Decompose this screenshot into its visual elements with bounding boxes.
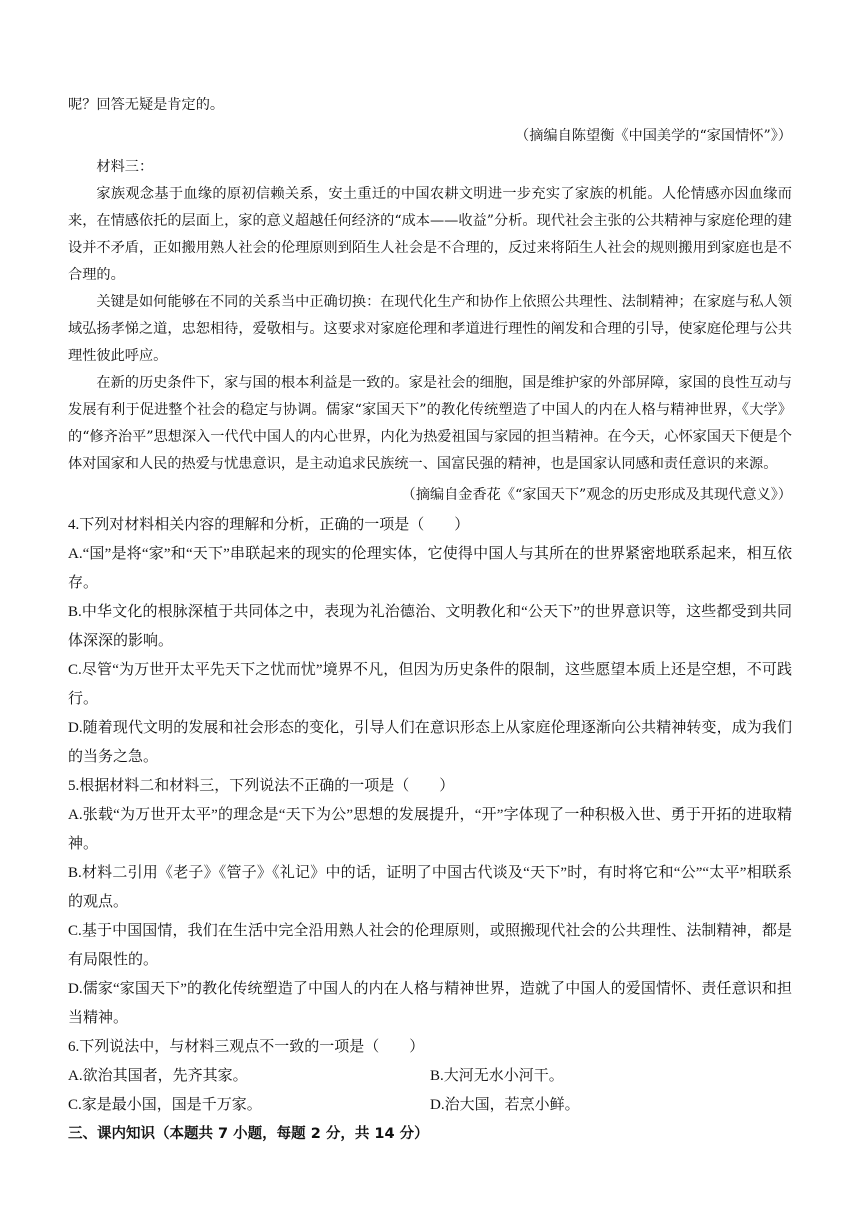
material3-paragraph: 在新的历史条件下，家与国的根本利益是一致的。家是社会的细胞，国是维护家的外部屏障，家国的良性互动与发展有利于促进整个社会的稳定与协调。儒家“家国天下”的教化传统塑造了中国人的内在人格与精神世界，《大学》的“修齐治平”思想深入一代代中国人的内心世界，内化为热爱祖国与家园的担当精神。在今天，心怀家国天下便是个体对国家和人民的热爱与忧患意识，是主动追求民族统一、国富民强的精神，也是国家认同感和责任意识的来源。 [68, 375, 792, 472]
option-a: A.张载“为万世开太平”的理念是“天下为公”思想的发展提升，“开”字体现了一种积极入世、勇于开拓的进取精神。 [68, 807, 792, 852]
option-a: A.欲治其国者，先齐其家。 [68, 1068, 248, 1084]
option-b: B.大河无水小河干。 [430, 1068, 564, 1084]
options-row [68, 1062, 792, 1091]
option-d: D.随着现代文明的发展和社会形态的变化，引导人们在意识形态上从家庭伦理逐渐向公共精神转变，成为我们的当务之急。 [68, 720, 792, 765]
option-a: A.“国”是将“家”和“天下”串联起来的现实的伦理实体，它使得中国人与其所在的世界紧密地联系起来，相互依存。 [68, 546, 792, 591]
material3-source: （摘编自金香花《“家国天下”观念的历史形成及其现代意义》） [401, 487, 792, 503]
question-6 [68, 1033, 792, 1120]
material3-heading: 材料三： [96, 159, 154, 175]
material3-paragraph: 家族观念基于血缘的原初信赖关系，安土重迁的中国农耕文明进一步充实了家族的机能。人伦情感亦因血缘而来，在情感依托的层面上，家的意义超越任何经济的“成本——收益”分析。现代社会主张的公共精神与家庭伦理的建设并不矛盾，正如搬用熟人社会的伦理原则到陌生人社会是不合理的，反过来将陌生人社会的规则搬用到家庭也是不合理的。 [68, 186, 792, 283]
option-b: B.材料二引用《老子》《管子》《礼记》中的话，证明了中国古代谈及“天下”时，有时将它和“公”“太平”相联系的观点。 [68, 865, 792, 910]
material3-paragraph: 关键是如何能够在不同的关系当中正确切换：在现代化生产和协作上依照公共理性、法制精神；在家庭与私人领域弘扬孝悌之道，忠恕相待，爱敬相与。这要求对家庭伦理和孝道进行理性的阐发和合理的引导，使家庭伦理与公共理性彼此呼应。 [68, 294, 792, 364]
option-c: C.基于中国国情，我们在生活中完全沿用熟人社会的伦理原则，或照搬现代社会的公共理性、法制精神，都是有局限性的。 [68, 923, 792, 968]
question-4 [68, 511, 792, 772]
section-heading: 三、课内知识（本题共 7 小题，每题 2 分，共 14 分） [68, 1126, 429, 1142]
question-stem: 4.下列对材料相关内容的理解和分析，正确的一项是（ ） [68, 517, 470, 533]
question-stem: 6.下列说法中，与材料三观点不一致的一项是（ ） [68, 1039, 425, 1055]
option-b: B.中华文化的根脉深植于共同体之中，表现为礼治德治、文明教化和“公天下”的世界意识等，这些都受到共同体深深的影响。 [68, 604, 792, 649]
material2-source: （摘编自陈望衡《中国美学的“家国情怀”》） [515, 128, 792, 144]
question-5 [68, 772, 792, 1033]
material2-tail: 呢？回答无疑是肯定的。 [68, 97, 225, 113]
option-d: D.儒家“家国天下”的教化传统塑造了中国人的内在人格与精神世界，造就了中国人的爱国情怀、责任意识和担当精神。 [68, 981, 792, 1026]
option-c: C.尽管“为万世开太平先天下之忧而忧”境界不凡，但因为历史条件的限制，这些愿望本质上还是空想，不可践行。 [68, 662, 792, 707]
option-d: D.治大国，若烹小鲜。 [430, 1097, 580, 1113]
material3 [68, 154, 792, 509]
options-row [68, 1091, 792, 1120]
option-c: C.家是最小国，国是千万家。 [68, 1097, 262, 1113]
question-stem: 5.根据材料二和材料三，下列说法不正确的一项是（ ） [68, 778, 455, 794]
